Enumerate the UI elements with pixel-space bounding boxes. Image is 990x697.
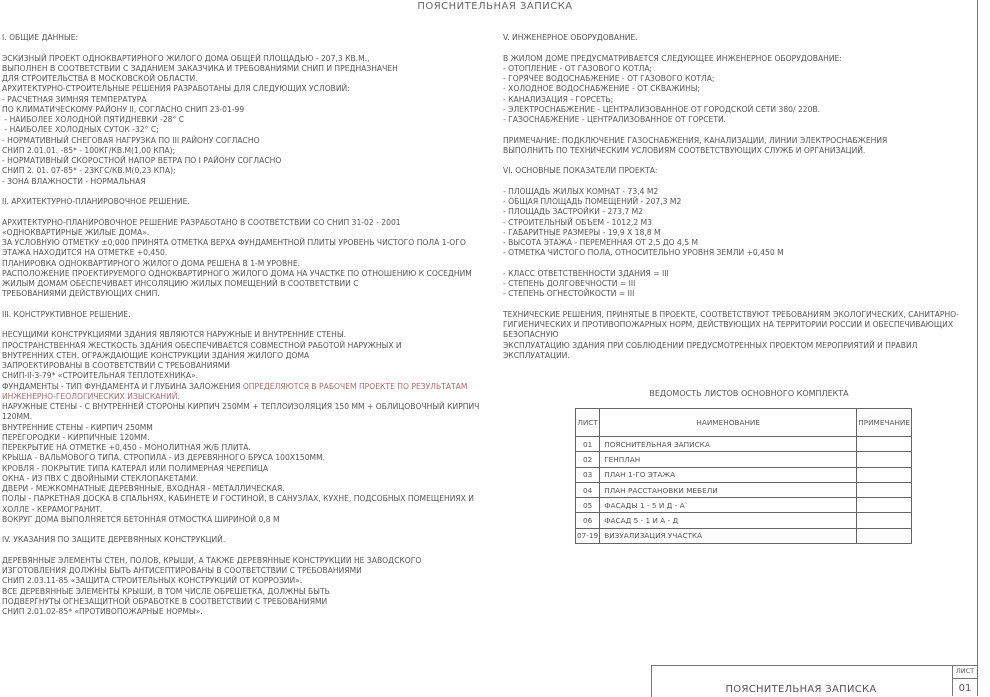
paragraph-gap <box>2 187 492 197</box>
section-heading: II. АРХИТЕКТУРНО-ПЛАНИРОВОЧНОЕ РЕШЕНИЕ. <box>2 197 190 206</box>
paragraph-gap <box>2 546 492 556</box>
text-line: - ЗОНА ВЛАЖНОСТИ - НОРМАЛЬНАЯ <box>2 176 146 186</box>
sheet-note-cell <box>857 437 912 452</box>
title-block-sheet-number: 01 <box>958 683 972 694</box>
title-block-sheet-divider <box>952 678 977 679</box>
text-line: ПО КЛИМАТИЧЕСКОМУ РАЙОНУ II, СОГЛАСНО СНИП 23-01-99 <box>2 104 245 114</box>
sheet-note-cell <box>857 513 912 528</box>
text-line: ПЛАНИРОВКА ОДНОКВАРТИРНОГО ЖИЛОГО ДОМА РЕШЕНА В 1-М УРОВНЕ. <box>2 258 301 268</box>
sheet-table-title: ВЕДОМОСТЬ ЛИСТОВ ОСНОВНОГО КОМПЛЕКТА <box>649 389 849 398</box>
text-line: ЖИЛЫМ ДОМАМ ОБЕСПЕЧИВАЕТ ИНСОЛЯЦИЮ ЖИЛЫХ ПОМЕЩЕНИЙ В СООТВЕТСТВИИ С <box>2 279 359 288</box>
text-line: - ПЛОЩАДЬ ЗАСТРОЙКИ - 273,7 М2 <box>503 207 644 217</box>
text-line: ДЕРЕВЯННЫЕ ЭЛЕМЕНТЫ СТЕН, ПОЛОВ, КРЫШИ, А ТАКЖЕ ДЕРЕВЯННЫЕ КОНСТРУКЦИИ НЕ ЗАВОДСКОГО <box>2 555 422 565</box>
text-line: - КЛАСС ОТВЕТСТВЕННОСТИ ЗДАНИЯ = III <box>503 268 669 278</box>
paragraph-gap <box>503 43 975 53</box>
text-line-highlight: ОПРЕДЕЛЯЮТСЯ В РАБОЧЕМ ПРОЕКТЕ ПО РЕЗУЛЬТАТАМ <box>242 381 468 391</box>
page-title: ПОЯСНИТЕЛЬНАЯ ЗАПИСКА <box>417 1 573 12</box>
section-heading: III. КОНСТРУКТИВНОЕ РЕШЕНИЕ. <box>2 309 131 319</box>
text-line: - ГАЗОСНАБЖЕНИЕ - ЦЕНТРАЛИЗОВАННОЕ ОТ ГОРСЕТИ. <box>503 115 727 124</box>
title-block-sheet-label: ЛИСТ <box>955 667 975 675</box>
frame-border-right <box>977 0 978 696</box>
text-line: ТРЕБОВАНИЯМИ ДЕЙСТВУЮЩИХ СНИП. <box>2 289 160 299</box>
text-line-normal: ФУНДАМЕНТЫ - ТИП ФУНДАМЕНТА И ГЛУБИНА ЗАЛОЖЕНИЯ <box>2 381 243 391</box>
text-line: ИЗГОТОВЛЕНИЯ ДОЛЖНЫ БЫТЬ АНТИСЕПТИРОВАНЫ В СООТВЕТСТВИИ С ТРЕБОВАНИЯМИ <box>2 566 362 575</box>
text-line: ВСЕ ДЕРЕВЯННЫЕ ЭЛЕМЕНТЫ КРЫШИ, В ТОМ ЧИСЛЕ ОБРЕШЕТКА, ДОЛЖНЫ БЫТЬ <box>2 586 330 596</box>
text-line: ПРОСТРАНСТВЕННАЯ ЖЕСТКОСТЬ ЗДАНИЯ ОБЕСПЕЧИВАЕТСЯ СОВМЕСТНОЙ РАБОТОЙ НАРУЖНЫХ И <box>2 340 402 350</box>
text-line: СНИП 2.03.11-85 «ЗАЩИТА СТРОИТЕЛЬНЫХ КОНСТРУКЦИЙ ОТ КОРРОЗИИ». <box>2 576 303 586</box>
sheet-number-cell: 03 <box>576 467 600 482</box>
paragraph-gap <box>2 207 492 217</box>
right-column <box>503 33 975 361</box>
text-line: ПЕРЕКРЫТИЕ НА ОТМЕТКЕ +0,450 - МОНОЛИТНАЯ Ж/Б ПЛИТА. <box>2 443 251 452</box>
text-line: АРХИТЕКТУРНО-СТРОИТЕЛЬНЫЕ РЕШЕНИЯ РАЗРАБОТАНЫ ДЛЯ СЛЕДУЮЩИХ УСЛОВИЙ: <box>2 84 350 94</box>
text-line: - НОРМАТИВНЫЙ СНЕГОВАЯ НАГРУЗКА ПО III РАЙОНУ СОГЛАСНО <box>2 135 260 145</box>
header-name: НАИМЕНОВАНИЕ <box>600 409 857 437</box>
sheet-note-cell <box>857 498 912 513</box>
left-column <box>2 33 492 617</box>
text-line: НЕСУЩИМИ КОНСТРУКЦИЯМИ ЗДАНИЯ ЯВЛЯЮТСЯ НАРУЖНЫЕ И ВНУТРЕННИЕ СТЕНЫ. <box>2 330 347 340</box>
sheet-name-cell: ВИЗУАЛИЗАЦИЯ УЧАСТКА <box>600 528 857 543</box>
text-line: КРЫША - ВАЛЬМОВОГО ТИПА. СТРОПИЛА - ИЗ ДЕРЕВЯННОГО БРУСА 100Х150ММ. <box>2 453 326 463</box>
sheet-note-cell <box>857 452 912 467</box>
sheet-note-cell <box>857 467 912 482</box>
section-heading: VI. ОСНОВНЫЕ ПОКАЗАТЕЛИ ПРОЕКТА: <box>503 166 658 176</box>
section-heading: V. ИНЖЕНЕРНОЕ ОБОРУДОВАНИЕ. <box>503 33 638 42</box>
sheet-note-cell <box>857 528 912 543</box>
sheet-name-cell: ПЛАН 1-ГО ЭТАЖА <box>600 467 857 482</box>
text-line: ЭСКИЗНЫЙ ПРОЕКТ ОДНОКВАРТИРНОГО ЖИЛОГО ДОМА ОБЩЕЙ ПЛОЩАДЬЮ - 207,3 КВ.М., <box>2 53 370 63</box>
sheet-number-cell: 06 <box>576 513 600 528</box>
title-block-name: ПОЯСНИТЕЛЬНАЯ ЗАПИСКА <box>725 684 877 695</box>
text-line: 120ММ. <box>2 412 33 422</box>
text-line: ДВЕРИ - МЕЖКОМНАТНЫЕ ДЕРЕВЯННЫЕ, ВХОДНАЯ - МЕТАЛЛИЧЕСКАЯ. <box>2 484 285 493</box>
text-line: ВНУТРЕННИХ СТЕН. ОГРАЖДАЮЩИЕ КОНСТРУКЦИИ ЗДАНИЯ ЖИЛОГО ДОМА <box>2 350 310 360</box>
section-heading: IV. УКАЗАНИЯ ПО ЗАЩИТЕ ДЕРЕВЯННЫХ КОНСТРУКЦИЙ. <box>2 535 226 545</box>
text-line: ТЕХНИЧЕСКИЕ РЕШЕНИЯ, ПРИНЯТЫЕ В ПРОЕКТЕ, СООТВЕТСТВУЮТ ТРЕБОВАНИЯМ ЭКОЛОГИЧЕСКИХ, САНИТАРНО- <box>503 309 959 319</box>
paragraph-gap <box>503 156 975 166</box>
text-line: БЕЗОПАСНУЮ <box>503 330 559 340</box>
text-line: ХОЛЛЕ - КЕРАМОГРАНИТ. <box>2 504 103 514</box>
text-line: НАРУЖНЫЕ СТЕНЫ - С ВНУТРЕННЕЙ СТОРОНЫ КИРПИЧ 250ММ + ТЕПЛОИЗОЛЯЦИЯ 150 ММ + ОБЛИЦОВОЧНЫЙ КИРПИЧ <box>2 402 480 411</box>
text-line: - ОБЩАЯ ПЛОЩАДЬ ПОМЕЩЕНИЙ - 207,3 М2 <box>503 197 682 206</box>
paragraph-gap <box>503 300 975 310</box>
text-line: ГИГИЕНИЧЕСКИХ И ПРОТИВОПОЖАРНЫХ НОРМ, ДЕЙСТВУЮЩИХ НА ТЕРРИТОРИИ РОССИИ И ОБЕСПЕЧИВАЮЩИХ <box>503 320 954 329</box>
sheet-table-header <box>576 409 912 437</box>
paragraph-gap <box>2 43 492 53</box>
paragraph-gap <box>503 259 975 269</box>
section-heading: I. ОБЩИЕ ДАННЫЕ: <box>2 33 79 42</box>
text-line: - ПЛОЩАДЬ ЖИЛЫХ КОМНАТ - 73,4 М2 <box>503 186 659 196</box>
text-line: В ЖИЛОМ ДОМЕ ПРЕДУСМАТРИВАЕТСЯ СЛЕДУЮЩЕЕ ИНЖЕНЕРНОЕ ОБОРУДОВАНИЕ: <box>503 53 842 63</box>
text-line: ЗАПРОЕКТИРОВАНЫ В СООТВЕТСТВИИ С ТРЕБОВАНИЯМИ <box>2 361 230 370</box>
sheet-number-cell: 02 <box>576 452 600 467</box>
text-line: ЭКСПЛУАТАЦИЮ ЗДАНИЯ ПРИ СОБЛЮДЕНИИ ПРЕДУСМОТРЕННЫХ ПРОЕКТОМ МЕРОПРИЯТИЙ И ПРАВИЛ <box>503 340 918 350</box>
text-line: ПРИМЕЧАНИЕ: ПОДКЛЮЧЕНИЕ ГАЗОСНАБЖЕНИЯ, КАНАЛИЗАЦИИ, ЛИНИИ ЭЛЕКТРОСНАБЖЕНИЯ <box>503 135 888 145</box>
text-line: СНИП 2.01.02-85* «ПРОТИВОПОЖАРНЫЕ НОРМЫ». <box>2 607 203 616</box>
text-line: АРХИТЕКТУРНО-ПЛАНИРОВОЧНОЕ РЕШЕНИЕ РАЗРАБОТАНО В СООТВЕТСТВИИ СО СНИП 31-02 - 2001 <box>2 217 401 227</box>
text-line: - НАИБОЛЕЕ ХОЛОДНОЙ ПЯТИДНЕВКИ -28° С <box>2 115 184 124</box>
text-line <box>2 392 492 402</box>
paragraph-gap <box>2 300 492 310</box>
text-line: - ЭЛЕКТРОСНАБЖЕНИЕ - ЦЕНТРАЛИЗОВАННОЕ ОТ ГОРОДСКОЙ СЕТИ 380/ 220В. <box>503 104 821 114</box>
text-line: - НОРМАТИВНЫЙ СКОРОСТНОЙ НАПОР ВЕТРА ПО I РАЙОНУ СОГЛАСНО <box>2 156 282 165</box>
text-line: - ГАБАРИТНЫЕ РАЗМЕРЫ - 19,9 Х 18,8 М <box>503 227 661 237</box>
text-line: СНИП 2.01.01. -85* - 100КГ/КВ.М(1,00 КПА); <box>2 145 176 155</box>
text-line: - ГОРЯЧЕЕ ВОДОСНАБЖЕНИЕ - ОТ ГАЗОВОГО КОТЛА; <box>503 74 715 83</box>
paragraph-gap <box>2 320 492 330</box>
text-line: ВЫПОЛНИТЬ ПО ТЕХНИЧЕСКИМ УСЛОВИЯМ СООТВЕТСТВУЮЩИХ СЛУЖБ И ОРГАНИЗАЦИЙ. <box>503 145 866 155</box>
sheet-note-cell <box>857 482 912 497</box>
text-line: - РАСЧЕТНАЯ ЗИМНЯЯ ТЕМПЕРАТУРА <box>2 94 147 104</box>
sheet-name-cell: ФАСАДЫ 1 - 5 И Д - А` <box>600 498 857 513</box>
table-row <box>576 528 912 543</box>
paragraph-gap <box>2 525 492 535</box>
text-line: ВОКРУГ ДОМА ВЫПОЛНЯЕТСЯ БЕТОННАЯ ОТМОСТКА ШИРИНОЙ 0,8 М <box>2 514 280 524</box>
text-line: - ОТОПЛЕНИЕ - ОТ ГАЗОВОГО КОТЛА; <box>503 63 653 73</box>
table-row <box>576 437 912 452</box>
text-line: - КАНАЛИЗАЦИЯ - ГОРСЕТЬ; <box>503 94 614 104</box>
table-row <box>576 498 912 513</box>
table-row <box>576 482 912 497</box>
text-line: ПОЛЫ - ПАРКЕТНАЯ ДОСКА В СПАЛЬНЯХ, КАБИНЕТЕ И ГОСТИНОЙ, В САНУЗЛАХ, КУХНЕ, ПОДСОБНЫХ ПОМЕЩЕНИЯХ И <box>2 494 474 504</box>
text-line <box>2 382 492 392</box>
text-line: ДЛЯ СТРОИТЕЛЬСТВА В МОСКОВСКОЙ ОБЛАСТИ. <box>2 74 198 83</box>
sheet-table <box>575 408 912 544</box>
text-line: ЗА УСЛОВНУЮ ОТМЕТКУ ±0,000 ПРИНЯТА ОТМЕТКА ВЕРХА ФУНДАМЕНТНОЙ ПЛИТЫ УРОВЕНЬ ЧИСТОГО ПОЛА 1-ОГО <box>2 238 466 247</box>
paragraph-gap <box>503 177 975 187</box>
text-line: ПЕРЕГОРОДКИ - КИРПИЧНЫЕ 120ММ. <box>2 432 150 442</box>
text-line: - ВЫСОТА ЭТАЖА - ПЕРЕМЕННАЯ ОТ 2,5 ДО 4,5 М <box>503 238 699 247</box>
text-line: - СТРОИТЕЛЬНЫЙ ОБЪЕМ - 1012,2 М3 <box>503 217 652 227</box>
header-sheet: ЛИСТ <box>576 409 600 437</box>
paragraph-gap <box>503 125 975 135</box>
sheet-name-cell: ГЕНПЛАН <box>600 452 857 467</box>
text-line: ЭКСПЛУАТАЦИИ. <box>503 350 570 360</box>
table-row <box>576 452 912 467</box>
text-line: - СТЕПЕНЬ ДОЛГОВЕЧНОСТИ = III <box>503 279 636 288</box>
text-line: - ОТМЕТКА ЧИСТОГО ПОЛА, ОТНОСИТЕЛЬНО УРОВНЯ ЗЕМЛИ +0,450 М <box>503 248 784 258</box>
header-note: ПРИМЕЧАНИЕ <box>857 409 912 437</box>
text-line: ЭТАЖА НАХОДИТСЯ НА ОТМЕТКЕ +0,450. <box>2 248 168 258</box>
table-row <box>576 513 912 528</box>
sheet-name-cell: ФАСАД 5 - 1 И А - Д <box>600 513 857 528</box>
table-row <box>576 467 912 482</box>
text-line: - НАИБОЛЕЕ ХОЛОДНЫХ СУТОК -32° С; <box>2 125 159 135</box>
text-line: СНИП 2. 01. 07-85* - 23КГС/КВ.М(0,23 КПА); <box>2 166 176 176</box>
sheet-number-cell: 07-19 <box>576 528 600 543</box>
sheet-number-cell: 05 <box>576 498 600 513</box>
text-line: ВЫПОЛНЕН В СООТВЕТСТВИИ С ЗАДАНИЕМ ЗАКАЗЧИКА И ТРЕБОВАНИЯМИ СНИП И ПРЕДНАЗНАЧЕН <box>2 63 398 73</box>
text-line: - ХОЛОДНОЕ ВОДОСНАБЖЕНИЕ - ОТ СКВАЖИНЫ; <box>503 84 701 94</box>
text-line: - СТЕПЕНЬ ОГНЕСТОЙКОСТИ = III <box>503 289 635 299</box>
text-line: ВНУТРЕННИЕ СТЕНЫ - КИРПИЧ 250ММ <box>2 422 153 432</box>
text-line: «ОДНОКВАРТИРНЫЕ ЖИЛЫЕ ДОМА». <box>2 227 150 237</box>
text-line-highlight: ИНЖЕНЕРНО-ГЕОЛОГИЧЕСКИХ ИЗЫСКАНИЙ. <box>2 391 180 401</box>
text-line: РАСПОЛОЖЕНИЕ ПРОЕКТИРУЕМОГО ОДНОКВАРТИРНОГО ЖИЛОГО ДОМА НА УЧАСТКЕ ПО ОТНОШЕНИЮ К СОСЕДНИМ <box>2 268 472 278</box>
sheet-name-cell: ПОЯСНИТЕЛЬНАЯ ЗАПИСКА <box>600 437 857 452</box>
sheet-number-cell: 01 <box>576 437 600 452</box>
text-line: ПОДВЕРГНУТЫ ОГНЕЗАЩИТНОЙ ОБРАБОТКЕ В СООТВЕТСТВИИ С ТРЕБОВАНИЯМИ <box>2 596 328 606</box>
text-line: ОКНА - ИЗ ПВХ С ДВОЙНЫМИ СТЕКЛОПАКЕТАМИ. <box>2 473 199 483</box>
sheet-number-cell: 04 <box>576 482 600 497</box>
text-line: КРОВЛЯ - ПОКРЫТИЕ ТИПА КАТЕРАЛ ИЛИ ПОЛИМЕРНАЯ ЧЕРЕПИЦА <box>2 463 269 473</box>
sheet-name-cell: ПЛАН РАССТАНОВКИ МЕБЕЛИ <box>600 482 857 497</box>
text-line: СНИП-II-3-79* «СТРОИТЕЛЬНАЯ ТЕПЛОТЕХНИКА». <box>2 371 199 381</box>
